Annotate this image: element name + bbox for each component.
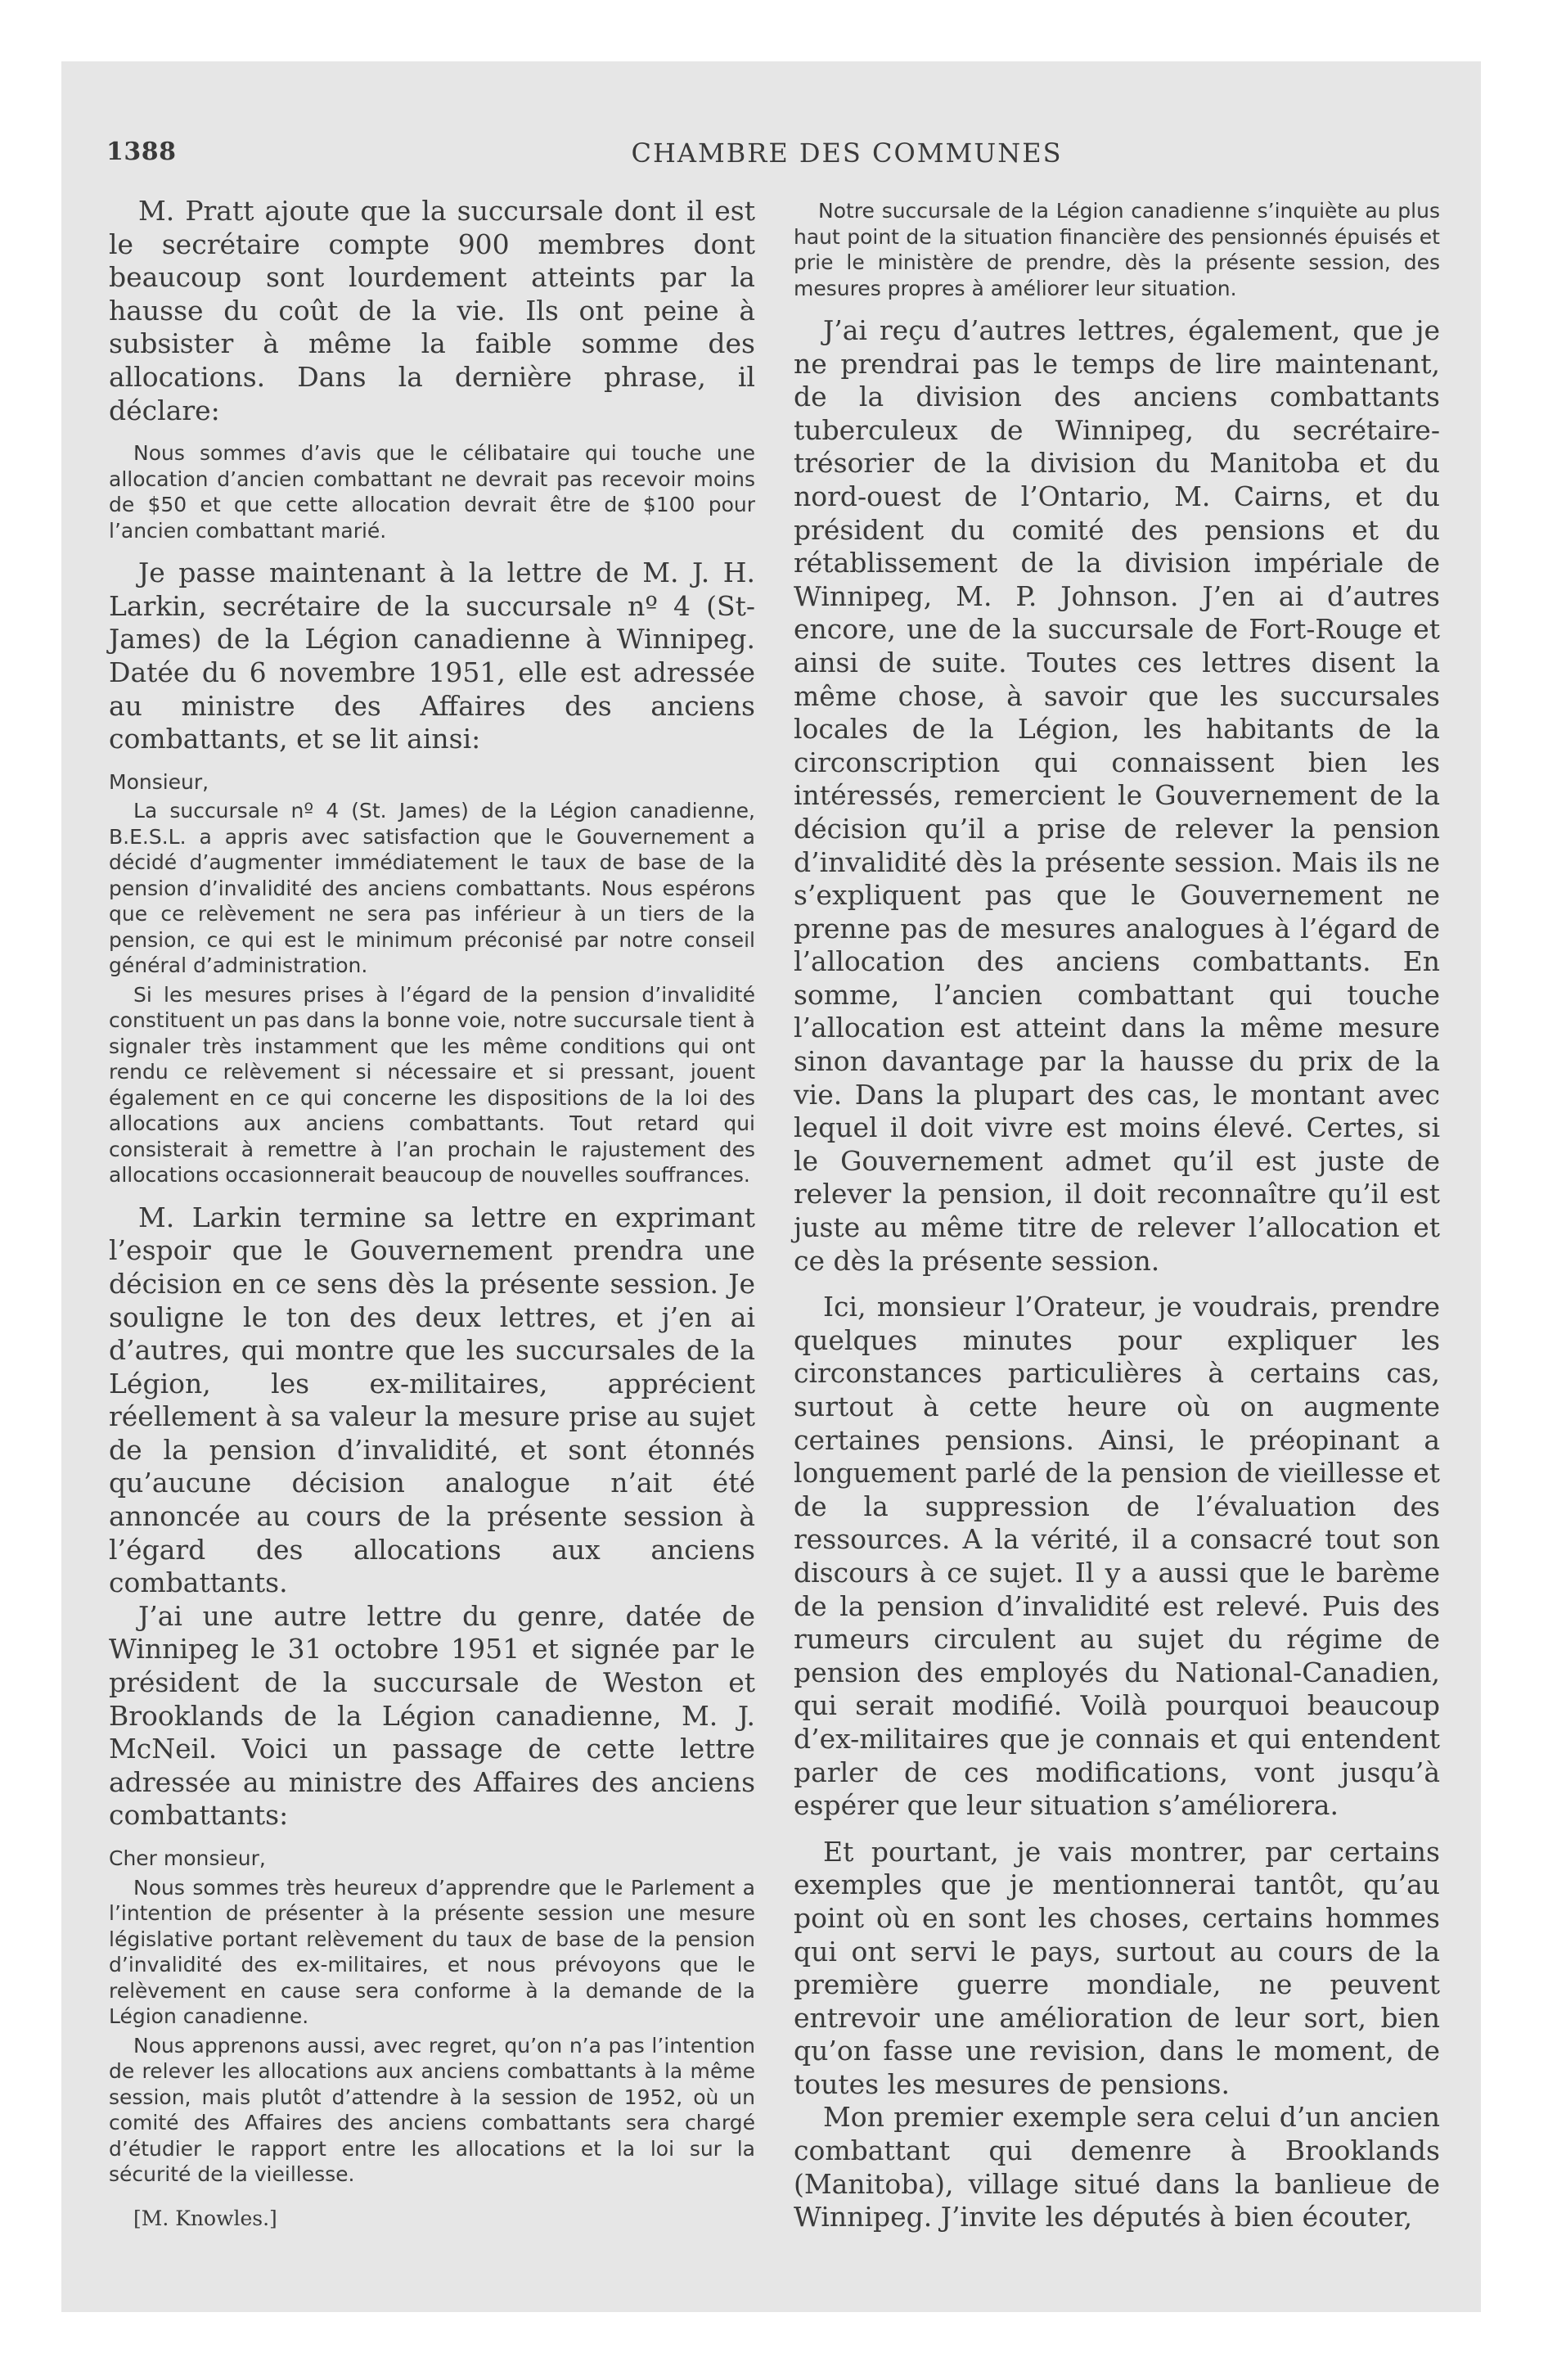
page-number: 1388 [106, 137, 177, 166]
paragraph: Mon premier exemple sera celui d’un ancien combattant qui demenre à Brooklands (Manitoba), village situé dans la banlieue de Winnipeg. J’invite les députés à bien écouter, [794, 2101, 1440, 2234]
quoted-paragraph: Nous sommes très heureux d’apprendre que le Parlement a l’intention de présenter à la présente session une mesure législative portant relèvement du taux de base de la pension d’invalidité des ex-militaires, et nous prévoyons que le relèvement en cause sera conforme à la demande de la Légion canadienne. [109, 1875, 755, 2028]
paragraph: J’ai reçu d’autres lettres, également, que je ne prendrai pas le temps de lire maintenant, de la division des anciens combattants tuberculeux de Winnipeg, du secrétaire-trésorier de la division du Manitoba et du nord-ouest de l’Ontario, M. Cairns, et du président du comité des pensions et du rétablissement de la division impériale de Winnipeg, M. P. Johnson. J’en ai d’autres encore, une de la succursale de Fort-Rouge et ainsi de suite. Toutes ces lettres disent la même chose, à savoir que les succursales locales de la Légion, les habitants de la circonscription qui connaissent bien les intéressés, remercient le Gouvernement de la décision qu’il a prise de relever la pension d’invalidité dès la présente session. Mais ils ne s’expliquent pas que le Gouvernement ne prenne pas de mesures analogues à l’égard de l’allocation des anciens combattants. En somme, l’ancien combattant qui touche l’allocation est atteint dans la même mesure sinon davantage par la hausse du prix de la vie. Dans la plupart des cas, le montant avec lequel il doit vivre est moins élevé. Certes, si le Gouvernement admet qu’il est juste de relever la pension, il doit reconnaître qu’il est juste au même titre de relever l’allocation et ce dès la présente session. [794, 314, 1440, 1277]
speaker-attribution: [M. Knowles.] [133, 2206, 277, 2230]
running-title: CHAMBRE DES COMMUNES [631, 137, 1063, 169]
quoted-paragraph: Si les mesures prises à l’égard de la pension d’invalidité constituent un pas dans la bonne voie, notre succursale tient à signaler très instamment que les même conditions qui ont rendu ce relèvement si nécessaire et si pressant, jouent également en ce qui concerne les dispositions de la loi des allocations aux anciens combattants. Tout retard qui consisterait à remettre à l’an prochain le rajustement des allocations occasionnerait beaucoup de nouvelles souffrances. [109, 982, 755, 1188]
quoted-paragraph: La succursale nº 4 (St. James) de la Légion canadienne, B.E.S.L. a appris avec satisfaction que le Gouvernement a décidé d’augmenter immédiatement le taux de base de la pension d’invalidité des anciens combattants. Nous espérons que ce relèvement ne sera pas inférieur à un tiers de la pension, ce qui est le minimum préconisé par notre conseil général d’administration. [109, 799, 755, 978]
quoted-salutation: Monsieur, [109, 769, 209, 794]
quoted-paragraph: Nous apprenons aussi, avec regret, qu’on n’a pas l’intention de relever les allocations aux anciens combattants à la même session, mais plutôt d’attendre à la session de 1952, où un comité des Affaires des anciens combattants sera chargé d’étudier le rapport entre les allocations et la loi sur la sécurité de la vieillesse. [109, 2033, 755, 2186]
left-column [109, 195, 755, 2235]
quoted-paragraph: Nous sommes d’avis que le célibataire qui touche une allocation d’ancien combattant ne devrait pas recevoir moins de $50 et que cette allocation devrait être de $100 pour l’ancien combattant marié. [109, 441, 755, 543]
quoted-salutation: Cher monsieur, [109, 1846, 266, 1870]
quoted-paragraph: Notre succursale de la Légion canadienne s’inquiète au plus haut point de la situation financière des pensionnés épuisés et prie le ministère de prendre, dès la présente session, des mesures propres à améliorer leur situation. [794, 199, 1440, 300]
paragraph: J’ai une autre lettre du genre, datée de Winnipeg le 31 octobre 1951 et signée par le président de la succursale de Weston et Brooklands de la Légion canadienne, M. J. McNeil. Voici un passage de cette lettre adressée au ministre des Affaires des anciens combattants: [109, 1599, 755, 1832]
page-header [106, 137, 1440, 175]
paragraph: Je passe maintenant à la lettre de M. J. H. Larkin, secrétaire de la succursale nº 4 (St-James) de la Légion canadienne à Winnipeg. Datée du 6 novembre 1951, elle est adressée au ministre des Affaires des anciens combattants, et se lit ainsi: [109, 557, 755, 755]
right-column [794, 195, 1440, 2234]
paragraph: Et pourtant, je vais montrer, par certains exemples que je mentionnerai tantôt, qu’au point où en sont les choses, certains hommes qui ont servi le pays, surtout au cours de la première guerre mondiale, ne peuvent entrevoir une amélioration de leur sort, bien qu’on fasse une revision, dans le moment, de toutes les mesures de pensions. [794, 1835, 1440, 2100]
paragraph: Ici, monsieur l’Orateur, je voudrais, prendre quelques minutes pour expliquer les circonstances particulières à certains cas, surtout à cette heure où on augmente certaines pensions. Ainsi, le préopinant a longuement parlé de la pension de vieillesse et de la suppression de l’évaluation des ressources. A la vérité, il a consacré tout son discours à ce sujet. Il y a aussi que le barème de la pension d’invalidité est relevé. Puis des rumeurs circulent au sujet du régime de pension des employés du National-Canadien, qui serait modifié. Voilà pourquoi beaucoup d’ex-militaires que je connais et qui entendent parler de ces modifications, vont jusqu’à espérer que leur situation s’améliorera. [794, 1291, 1440, 1822]
paragraph: M. Pratt ajoute que la succursale dont il est le secrétaire compte 900 membres dont beaucoup sont lourdement atteints par la hausse du coût de la vie. Ils ont peine à subsister à même la faible somme des allocations. Dans la dernière phrase, il déclare: [109, 195, 755, 426]
paragraph: M. Larkin termine sa lettre en exprimant l’espoir que le Gouvernement prendra une décision en ce sens dès la présente session. Je souligne le ton des deux lettres, et j’en ai d’autres, qui montre que les succursales de la Légion, les ex-militaires, apprécient réellement à sa valeur la mesure prise au sujet de la pension d’invalidité, et sont étonnés qu’aucune décision analogue n’ait été annoncée au cours de la présente session à l’égard des allocations aux anciens combattants. [109, 1201, 755, 1599]
